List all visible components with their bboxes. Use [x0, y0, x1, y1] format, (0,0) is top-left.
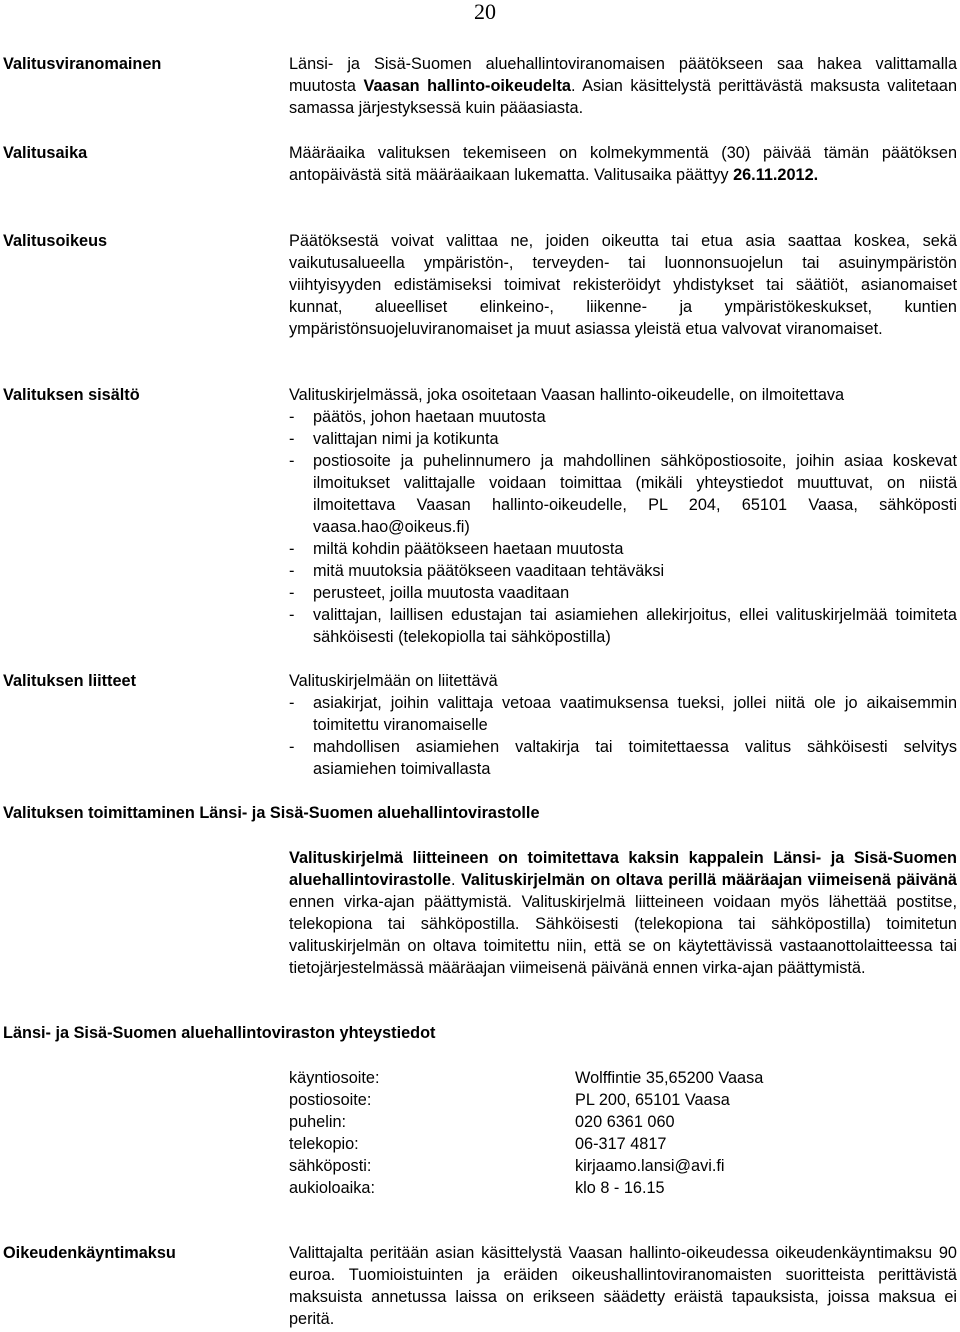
section-valitusoikeus	[289, 230, 957, 340]
contact-value: 020 6361 060	[575, 1113, 675, 1131]
table-row	[289, 1155, 763, 1177]
contact-value: 06-317 4817	[575, 1135, 667, 1153]
table-row	[289, 1177, 763, 1199]
contact-value: PL 200, 65101 Vaasa	[575, 1091, 730, 1109]
label-valituksen-liitteet: Valituksen liitteet	[3, 672, 137, 690]
section-valituksen-sisalto	[289, 384, 957, 648]
valitusviranomainen-text: Länsi- ja Sisä-Suomen aluehallintoviranomaisen päätökseen saa hakea valittamalla muutosta Vaasan hallinto-oikeudelta. Asian käsittelystä perittävästä maksusta valitetaan samassa järjestyksessä kuin pääasiasta.	[289, 55, 957, 117]
label-valituksen-sisalto: Valituksen sisältö	[3, 386, 140, 404]
list-item: - perusteet, joilla muutosta vaaditaan	[289, 582, 957, 604]
contact-key: käyntiosoite:	[289, 1069, 380, 1087]
contact-key: sähköposti:	[289, 1157, 372, 1175]
list-item: - miltä kohdin päätökseen haetaan muutosta	[289, 538, 957, 560]
label-valitusoikeus: Valitusoikeus	[3, 232, 108, 250]
contact-key: postiosoite:	[289, 1091, 372, 1109]
table-row	[289, 1133, 763, 1155]
list-item: - valittajan, laillisen edustajan tai asiamiehen allekirjoitus, ellei valituskirjelmää toimiteta sähköisesti (telekopiolla tai sähköpostilla)	[289, 604, 957, 648]
list-item: - päätös, johon haetaan muutosta	[289, 406, 957, 428]
valitusoikeus-text: Päätöksestä voivat valittaa ne, joiden oikeutta tai etua asia saattaa koskea, sekä vaikutusalueella ympäristön-, terveyden- tai luonnonsuojelun tai asuinympäristön viihtyisyyden edistämiseksi toimivat rekisteröidyt yhdistykset tai säätiöt, asianomaiset kunnat, alueelliset elinkeino-, liikenne- ja ympäristökeskukset, kuntien ympäristönsuojeluviranomaiset ja muut asiassa yleistä etua valvovat viranomaiset.	[289, 232, 957, 338]
section-yhteystiedot	[289, 1067, 957, 1199]
list-item: - postiosoite ja puhelinnumero ja mahdollinen sähköpostiosoite, joihin asiaa koskevat ilmoitukset valittajalle voidaan toimittaa (mikäli yhteystiedot muuttuvat, on niistä ilmoitettava Vaasan hallinto-oikeudelle, PL 204, 65101 Vaasa, sähköposti vaasa.hao@oikeus.fi)	[289, 450, 957, 538]
contact-key: puhelin:	[289, 1113, 347, 1131]
heading-valituksen-toimittaminen: Valituksen toimittaminen Länsi- ja Sisä-Suomen aluehallintovirastolle	[3, 804, 540, 822]
contact-key: aukioloaika:	[289, 1179, 375, 1197]
heading-yhteystiedot: Länsi- ja Sisä-Suomen aluehallintoviraston yhteystiedot	[3, 1024, 436, 1042]
contact-value: Wolffintie 35,65200 Vaasa	[575, 1069, 764, 1087]
oikeudenkayntimaksu-text: Valittajalta peritään asian käsittelystä Vaasan hallinto-oikeudessa oikeudenkäyntimaksu 90 euroa. Tuomioistuinten ja eräiden oikeushallintoviranomaisten suoritteista perittävistä maksuista annetussa laissa on erikseen säädetty eräistä tapauksista, joissa maksua ei peritä.	[289, 1244, 957, 1328]
list-item: - mahdollisen asiamiehen valtakirja tai toimitettaessa valitus sähköisesti selvitys asiamiehen toimivallasta	[289, 736, 957, 780]
valituksen-sisalto-intro: Valituskirjelmässä, joka osoitetaan Vaasan hallinto-oikeudelle, on ilmoitettava	[289, 386, 845, 404]
list-item: - valittajan nimi ja kotikunta	[289, 428, 957, 450]
section-valituksen-liitteet	[289, 670, 957, 780]
page-number: 20	[474, 0, 496, 24]
contact-value: klo 8 - 16.15	[575, 1179, 665, 1197]
table-row	[289, 1089, 763, 1111]
label-valitusviranomainen: Valitusviranomainen	[3, 55, 162, 73]
section-valitusaika	[289, 142, 957, 186]
contact-table	[289, 1067, 763, 1199]
valituksen-liitteet-intro: Valituskirjelmään on liitettävä	[289, 672, 498, 690]
section-valituksen-toimittaminen	[289, 847, 957, 979]
table-row	[289, 1067, 763, 1089]
table-row	[289, 1111, 763, 1133]
contact-value: kirjaamo.lansi@avi.fi	[575, 1157, 725, 1175]
label-valitusaika: Valitusaika	[3, 144, 88, 162]
section-valitusviranomainen	[289, 53, 957, 119]
valitusaika-text: Määräaika valituksen tekemiseen on kolmekymmentä (30) päivää tämän päätöksen antopäivästä sitä määräaikaan lukematta. Valitusaika päättyy 26.11.2012.	[289, 144, 957, 184]
contact-key: telekopio:	[289, 1135, 359, 1153]
list-item: - mitä muutoksia päätökseen vaaditaan tehtäväksi	[289, 560, 957, 582]
list-item: - asiakirjat, joihin valittaja vetoaa vaatimuksensa tueksi, jollei niitä ole jo aikaisemmin toimitettu viranomaiselle	[289, 692, 957, 736]
valituksen-liitteet-list	[289, 692, 957, 780]
toimittaminen-text: Valituskirjelmä liitteineen on toimitettava kaksin kappalein Länsi- ja Sisä-Suomen aluehallintovirastolle. Valituskirjelmän on oltava perillä määräajan viimeisenä päivänä ennen virka-ajan päättymistä. Valituskirjelmä liitteineen voidaan myös lähettää postitse, telekopiona tai sähköpostilla. Sähköisesti (telekopiona tai sähköpostilla) toimitetun valituskirjelmän on oltava toimitettu niin, että se on käytettävissä vastaanottolaitteessa tai tietojärjestelmässä määräajan viimeisenä päivänä ennen virka-ajan päättymistä.	[289, 849, 957, 977]
label-oikeudenkayntimaksu: Oikeudenkäyntimaksu	[3, 1244, 176, 1262]
valituksen-sisalto-list	[289, 406, 957, 648]
section-oikeudenkayntimaksu	[289, 1242, 957, 1330]
